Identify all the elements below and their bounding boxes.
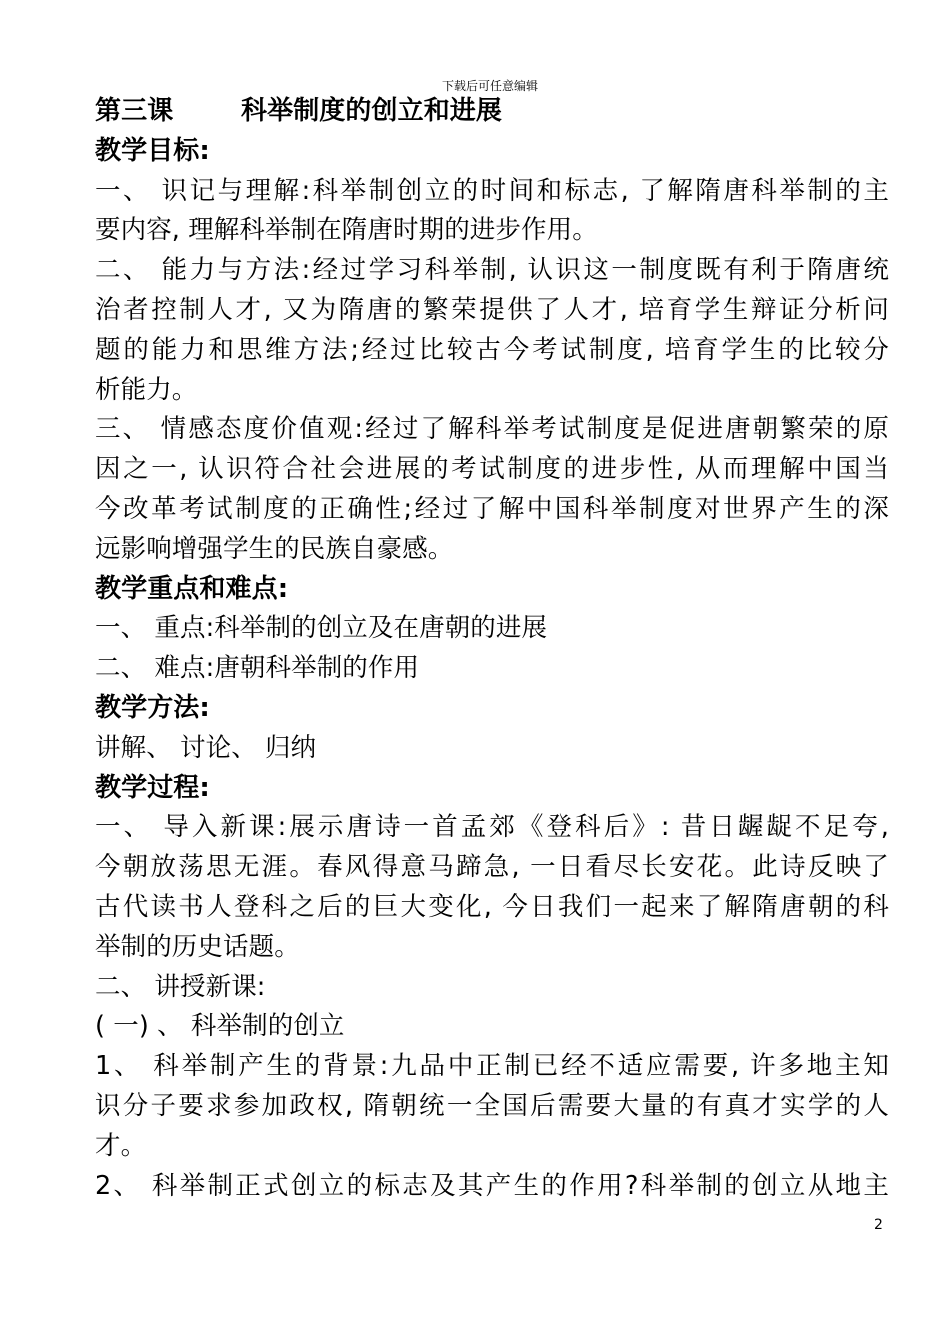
paragraph-line: 析能力。: [95, 374, 198, 405]
paragraph-line: 二、 讲授新课:: [95, 971, 266, 1002]
paragraph-line: 治者控制人才, 又为隋唐的繁荣提供了人才, 培育学生辩证分析问: [95, 294, 889, 325]
paragraph-line: 一、 导入新课:展示唐诗一首孟郊《登科后》: 昔日龌龊不足夸,: [95, 812, 889, 843]
section-heading-key-points: 教学重点和难点:: [95, 573, 289, 604]
paragraph-line: 1、 科举制产生的背景:九品中正制已经不适应需要, 许多地主知: [95, 1051, 889, 1082]
lesson-number: 第三课: [95, 96, 174, 126]
page-number: 2: [874, 1217, 883, 1233]
paragraph-line: 一、 重点:科举制的创立及在唐朝的进展: [95, 613, 548, 644]
paragraph-line: 三、 情感态度价值观:经过了解科举考试制度是促进唐朝繁荣的原: [95, 414, 889, 445]
paragraph-line: 因之一, 认识符合社会进展的考试制度的进步性, 从而理解中国当: [95, 454, 889, 485]
paragraph-line: 今改革考试制度的正确性;经过了解中国科举制度对世界产生的深: [95, 493, 889, 524]
paragraph-line: 讲解、 讨论、 归纳: [95, 732, 317, 763]
paragraph-line: 二、 能力与方法:经过学习科举制, 认识这一制度既有利于隋唐统: [95, 255, 889, 286]
paragraph-line: 远影响增强学生的民族自豪感。: [95, 533, 454, 564]
paragraph-line: 古代读书人登科之后的巨大变化, 今日我们一起来了解隋唐朝的科: [95, 891, 889, 922]
paragraph-line: 二、 难点:唐朝科举制的作用: [95, 653, 420, 684]
paragraph-line: 才。: [95, 1130, 147, 1161]
lesson-title: [95, 92, 889, 132]
paragraph-line: 举制的历史话题。: [95, 931, 300, 962]
paragraph-line: 题的能力和思维方法;经过比较古今考试制度, 培育学生的比较分: [95, 334, 889, 365]
paragraph-line: 今朝放荡思无涯。春风得意马蹄急, 一日看尽长安花。此诗反映了: [95, 852, 889, 883]
document-body: [95, 92, 889, 1206]
page-header-note: 下载后可任意编辑: [441, 79, 538, 93]
paragraph-line: 2、 科举制正式创立的标志及其产生的作用?科举制的创立从地主: [95, 1170, 889, 1201]
section-heading-methods: 教学方法:: [95, 692, 210, 723]
lesson-name: 科举制度的创立和进展: [241, 96, 503, 126]
paragraph-line: ( 一) 、 科举制的创立: [95, 1011, 345, 1042]
section-heading-process: 教学过程:: [95, 772, 210, 803]
paragraph-line: 一、 识记与理解:科举制创立的时间和标志, 了解隋唐科举制的主: [95, 175, 889, 206]
paragraph-line: 识分子要求参加政权, 隋朝统一全国后需要大量的有真才实学的人: [95, 1090, 889, 1121]
section-heading-objectives: 教学目标:: [95, 135, 210, 166]
paragraph-line: 要内容, 理解科举制在隋唐时期的进步作用。: [95, 215, 598, 246]
